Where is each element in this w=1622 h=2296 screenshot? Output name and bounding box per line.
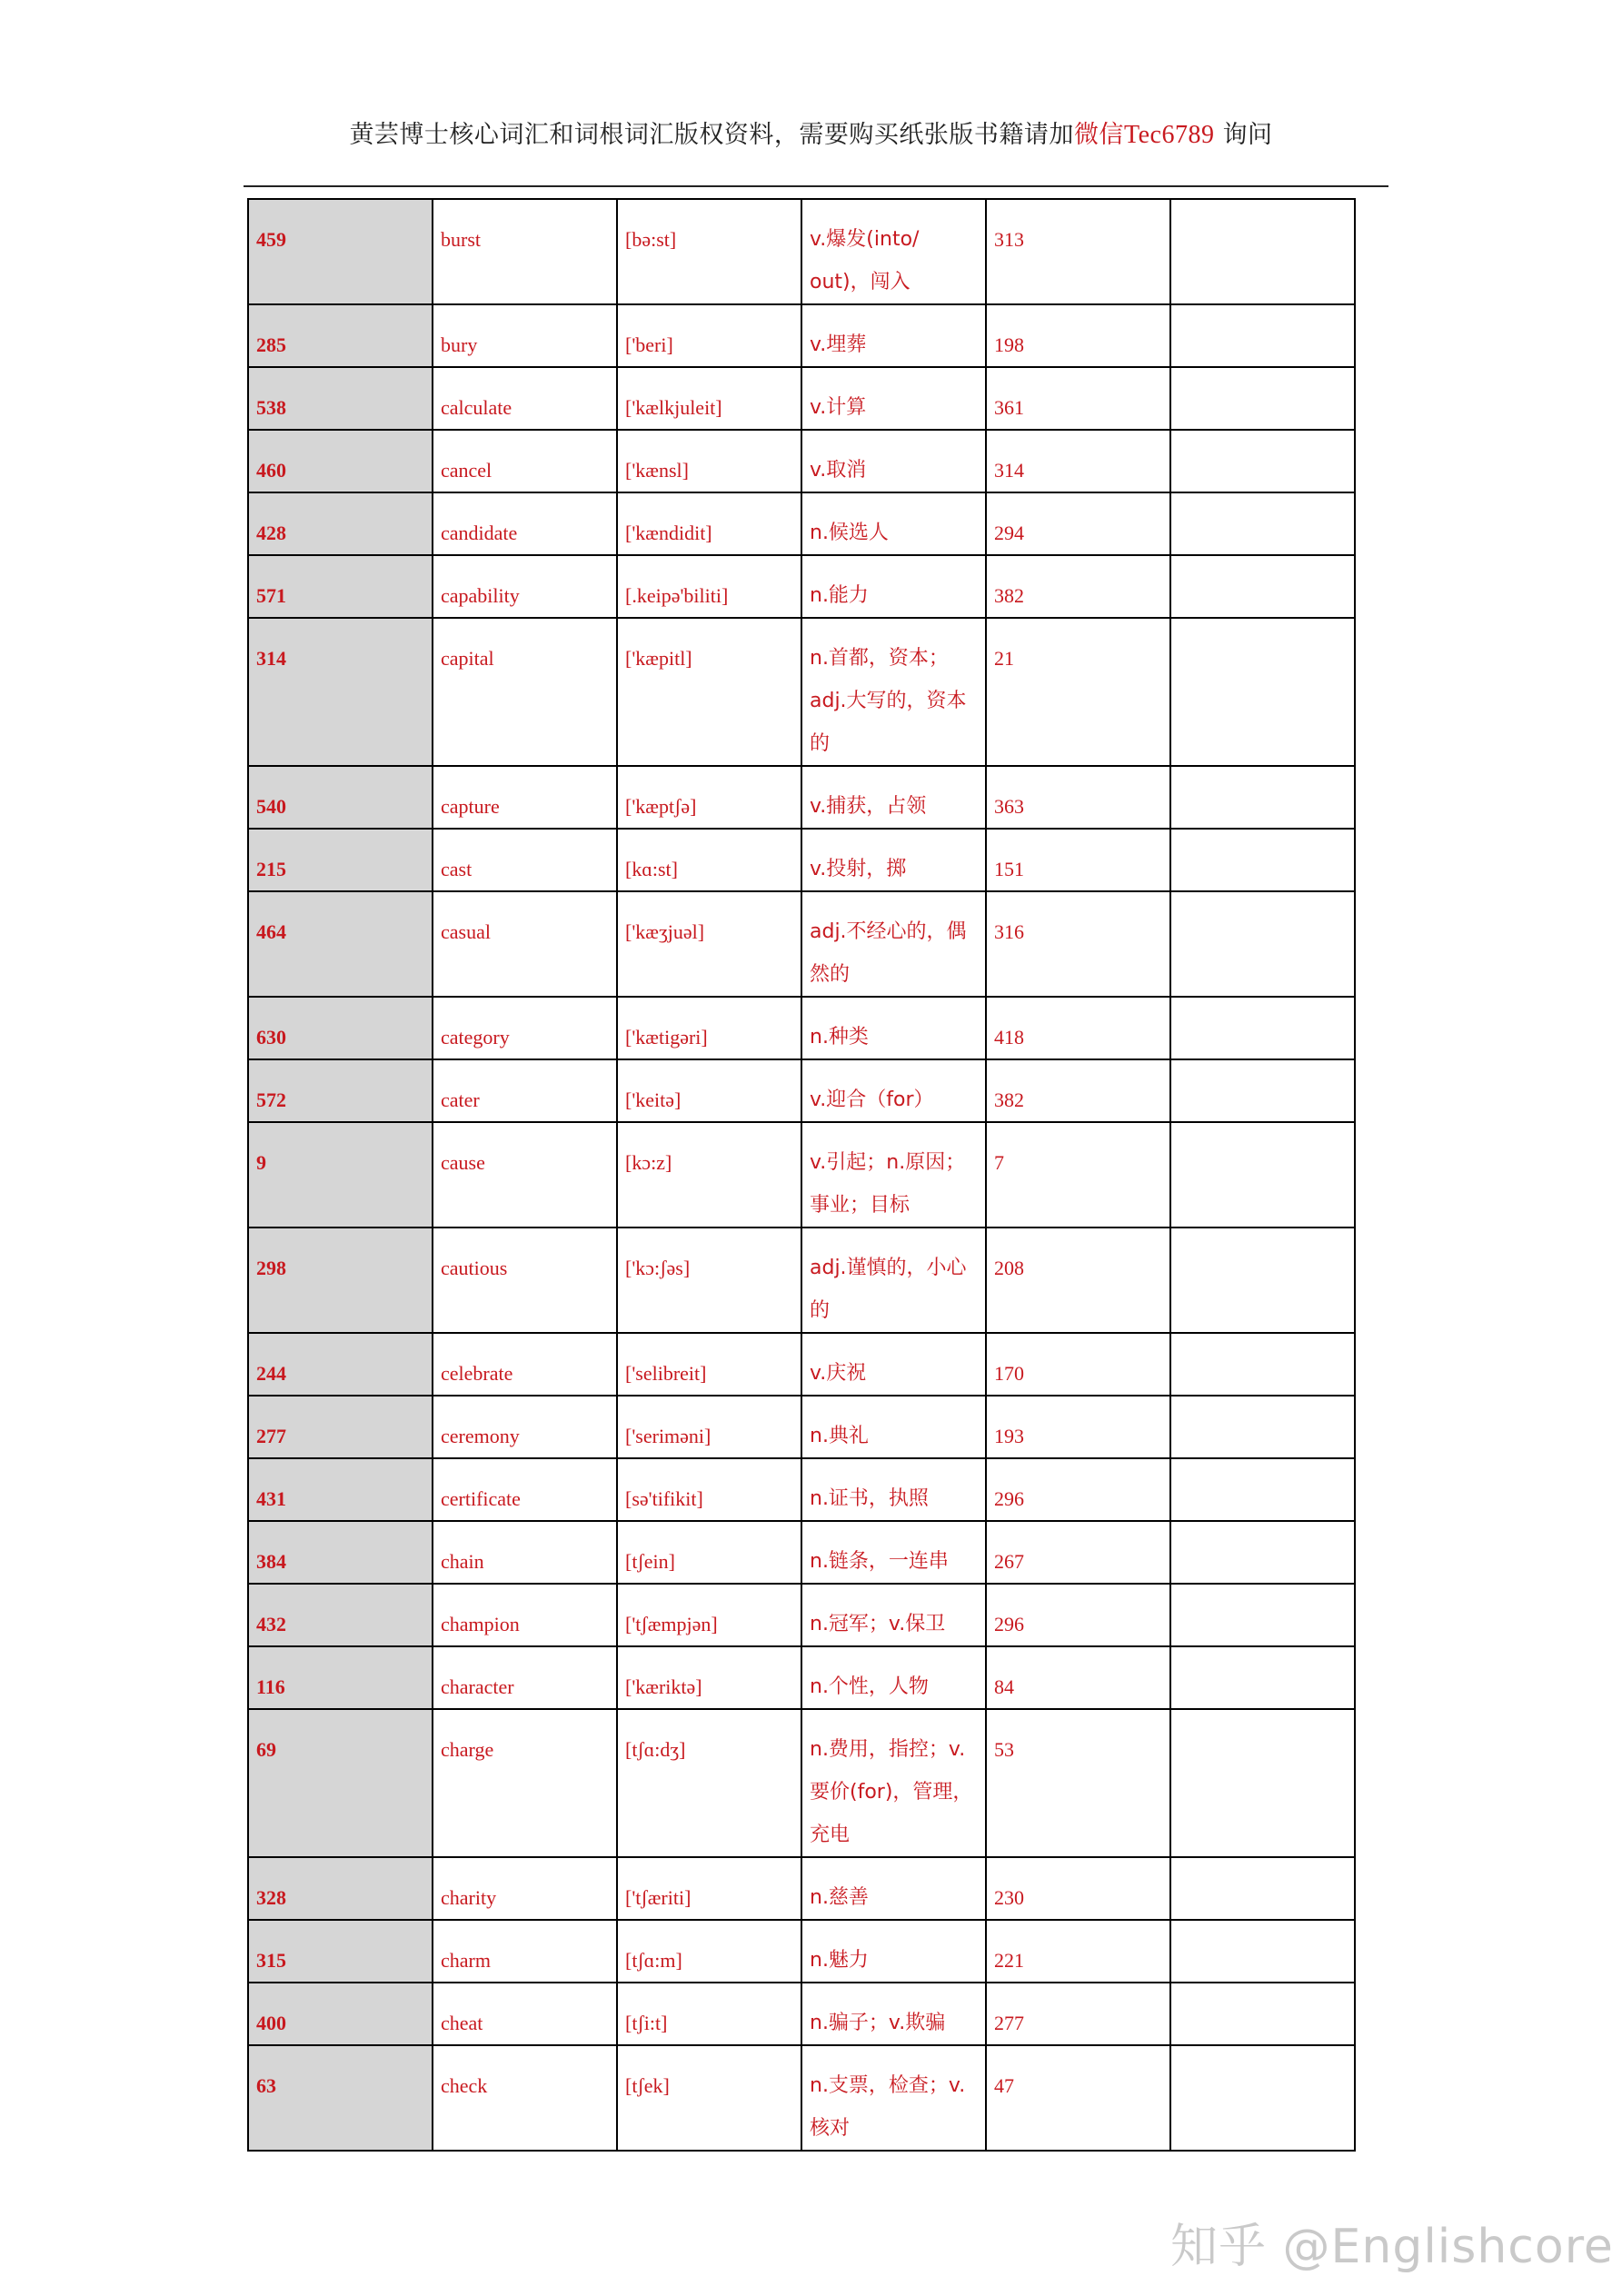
table-row	[248, 1983, 1355, 2045]
table-row	[248, 1920, 1355, 1983]
blank-cell	[1170, 1521, 1355, 1584]
word-id-cell: 328	[248, 1857, 433, 1920]
word-cell: ceremony	[433, 1396, 617, 1458]
word-id-cell: 314	[248, 618, 433, 766]
meaning-cell: v.爆发(into/ out)，闯入	[801, 199, 986, 304]
blank-cell	[1170, 1646, 1355, 1709]
meaning-cell: v.投射，掷	[801, 829, 986, 891]
page-cell: 84	[986, 1646, 1170, 1709]
word-cell: character	[433, 1646, 617, 1709]
table-row	[248, 1857, 1355, 1920]
blank-cell	[1170, 997, 1355, 1059]
table-row	[248, 766, 1355, 829]
page-cell: 294	[986, 492, 1170, 555]
table-row	[248, 1709, 1355, 1857]
table-row	[248, 997, 1355, 1059]
phonetic-cell: ['kændidit]	[617, 492, 801, 555]
table-row	[248, 1122, 1355, 1228]
meaning-cell: n.冠军；v.保卫	[801, 1584, 986, 1646]
vocabulary-table-body	[248, 199, 1355, 2151]
blank-cell	[1170, 2045, 1355, 2151]
blank-cell	[1170, 1920, 1355, 1983]
table-row	[248, 2045, 1355, 2151]
blank-cell	[1170, 829, 1355, 891]
phonetic-cell: ['seriməni]	[617, 1396, 801, 1458]
table-row	[248, 199, 1355, 304]
blank-cell	[1170, 1333, 1355, 1396]
blank-cell	[1170, 430, 1355, 492]
meaning-cell: adj.谨慎的，小心的	[801, 1228, 986, 1333]
blank-cell	[1170, 367, 1355, 430]
header-main-text: 黄芸博士核心词汇和词根词汇版权资料，需要购买纸张版书籍请加	[349, 121, 1074, 149]
word-id-cell: 315	[248, 1920, 433, 1983]
meaning-cell: v.庆祝	[801, 1333, 986, 1396]
phonetic-cell: [tʃek]	[617, 2045, 801, 2151]
blank-cell	[1170, 618, 1355, 766]
blank-cell	[1170, 492, 1355, 555]
page-cell: 314	[986, 430, 1170, 492]
word-id-cell: 428	[248, 492, 433, 555]
page-cell: 21	[986, 618, 1170, 766]
word-cell: charm	[433, 1920, 617, 1983]
word-cell: candidate	[433, 492, 617, 555]
header-wechat-text: 微信	[1073, 121, 1124, 149]
phonetic-cell: [kɑ:st]	[617, 829, 801, 891]
table-row	[248, 1396, 1355, 1458]
meaning-cell: v.迎合（for）	[801, 1059, 986, 1122]
page-cell: 316	[986, 891, 1170, 997]
word-id-cell: 432	[248, 1584, 433, 1646]
word-cell: cater	[433, 1059, 617, 1122]
meaning-cell: n.支票，检查；v.核对	[801, 2045, 986, 2151]
word-cell: charity	[433, 1857, 617, 1920]
table-row	[248, 430, 1355, 492]
page-cell: 296	[986, 1584, 1170, 1646]
blank-cell	[1170, 1122, 1355, 1228]
header-divider	[244, 185, 1388, 187]
blank-cell	[1170, 1584, 1355, 1646]
watermark: 知乎 @Englishcore	[1170, 2220, 1614, 2274]
word-cell: category	[433, 997, 617, 1059]
blank-cell	[1170, 199, 1355, 304]
word-id-cell: 384	[248, 1521, 433, 1584]
phonetic-cell: ['kɔ:ʃəs]	[617, 1228, 801, 1333]
phonetic-cell: [tʃein]	[617, 1521, 801, 1584]
word-id-cell: 298	[248, 1228, 433, 1333]
phonetic-cell: [bə:st]	[617, 199, 801, 304]
word-cell: cast	[433, 829, 617, 891]
word-id-cell: 277	[248, 1396, 433, 1458]
blank-cell	[1170, 1709, 1355, 1857]
phonetic-cell: ['kætigəri]	[617, 997, 801, 1059]
phonetic-cell: [tʃɑ:dʒ]	[617, 1709, 801, 1857]
meaning-cell: v.取消	[801, 430, 986, 492]
word-id-cell: 540	[248, 766, 433, 829]
word-cell: cancel	[433, 430, 617, 492]
blank-cell	[1170, 555, 1355, 618]
header-tail-text: 询问	[1222, 121, 1273, 149]
blank-cell	[1170, 766, 1355, 829]
phonetic-cell: [kɔ:z]	[617, 1122, 801, 1228]
table-row	[248, 555, 1355, 618]
phonetic-cell: ['kæʒjuəl]	[617, 891, 801, 997]
table-row	[248, 1059, 1355, 1122]
phonetic-cell: ['selibreit]	[617, 1333, 801, 1396]
meaning-cell: n.种类	[801, 997, 986, 1059]
phonetic-cell: ['tʃæriti]	[617, 1857, 801, 1920]
page-cell: 221	[986, 1920, 1170, 1983]
phonetic-cell: ['kæptʃə]	[617, 766, 801, 829]
table-row	[248, 1228, 1355, 1333]
blank-cell	[1170, 304, 1355, 367]
word-id-cell: 431	[248, 1458, 433, 1521]
word-id-cell: 9	[248, 1122, 433, 1228]
word-id-cell: 244	[248, 1333, 433, 1396]
blank-cell	[1170, 891, 1355, 997]
page-cell: 151	[986, 829, 1170, 891]
word-id-cell: 630	[248, 997, 433, 1059]
word-id-cell: 116	[248, 1646, 433, 1709]
meaning-cell: n.证书，执照	[801, 1458, 986, 1521]
meaning-cell: v.捕获，占领	[801, 766, 986, 829]
page-cell: 277	[986, 1983, 1170, 2045]
word-cell: bury	[433, 304, 617, 367]
word-id-cell: 460	[248, 430, 433, 492]
page-cell: 7	[986, 1122, 1170, 1228]
page-cell: 361	[986, 367, 1170, 430]
phonetic-cell: ['beri]	[617, 304, 801, 367]
word-cell: burst	[433, 199, 617, 304]
page-cell: 296	[986, 1458, 1170, 1521]
word-cell: champion	[433, 1584, 617, 1646]
blank-cell	[1170, 1059, 1355, 1122]
table-row	[248, 1646, 1355, 1709]
word-id-cell: 538	[248, 367, 433, 430]
blank-cell	[1170, 1396, 1355, 1458]
phonetic-cell: ['kæpitl]	[617, 618, 801, 766]
page-cell: 313	[986, 199, 1170, 304]
word-cell: capability	[433, 555, 617, 618]
word-id-cell: 285	[248, 304, 433, 367]
page-cell: 363	[986, 766, 1170, 829]
page-cell: 198	[986, 304, 1170, 367]
meaning-cell: n.典礼	[801, 1396, 986, 1458]
phonetic-cell: ['kænsl]	[617, 430, 801, 492]
word-cell: check	[433, 2045, 617, 2151]
meaning-cell: n.慈善	[801, 1857, 986, 1920]
word-cell: cautious	[433, 1228, 617, 1333]
meaning-cell: n.魅力	[801, 1920, 986, 1983]
table-row	[248, 304, 1355, 367]
table-row	[248, 492, 1355, 555]
meaning-cell: n.个性，人物	[801, 1646, 986, 1709]
table-row	[248, 367, 1355, 430]
phonetic-cell: ['kælkjuleit]	[617, 367, 801, 430]
blank-cell	[1170, 1983, 1355, 2045]
word-cell: capital	[433, 618, 617, 766]
word-id-cell: 215	[248, 829, 433, 891]
word-cell: casual	[433, 891, 617, 997]
blank-cell	[1170, 1857, 1355, 1920]
meaning-cell: n.能力	[801, 555, 986, 618]
header-wechat-id: Tec6789	[1123, 121, 1215, 149]
word-cell: charge	[433, 1709, 617, 1857]
page-cell: 193	[986, 1396, 1170, 1458]
meaning-cell: n.首都，资本；adj.大写的，资本的	[801, 618, 986, 766]
meaning-cell: n.链条，一连串	[801, 1521, 986, 1584]
phonetic-cell: [tʃi:t]	[617, 1983, 801, 2045]
table-row	[248, 1584, 1355, 1646]
table-row	[248, 1333, 1355, 1396]
word-cell: capture	[433, 766, 617, 829]
page-cell: 382	[986, 555, 1170, 618]
page-cell: 418	[986, 997, 1170, 1059]
blank-cell	[1170, 1228, 1355, 1333]
word-id-cell: 464	[248, 891, 433, 997]
page-cell: 382	[986, 1059, 1170, 1122]
word-cell: calculate	[433, 367, 617, 430]
word-id-cell: 63	[248, 2045, 433, 2151]
word-id-cell: 571	[248, 555, 433, 618]
phonetic-cell: ['tʃæmpjən]	[617, 1584, 801, 1646]
phonetic-cell: [tʃɑ:m]	[617, 1920, 801, 1983]
meaning-cell: n.候选人	[801, 492, 986, 555]
word-cell: certificate	[433, 1458, 617, 1521]
page-header	[0, 114, 1622, 150]
meaning-cell: n.骗子；v.欺骗	[801, 1983, 986, 2045]
page-cell: 230	[986, 1857, 1170, 1920]
word-id-cell: 459	[248, 199, 433, 304]
blank-cell	[1170, 1458, 1355, 1521]
meaning-cell: v.计算	[801, 367, 986, 430]
word-cell: cause	[433, 1122, 617, 1228]
page-cell: 53	[986, 1709, 1170, 1857]
table-row	[248, 1521, 1355, 1584]
word-id-cell: 400	[248, 1983, 433, 2045]
word-id-cell: 572	[248, 1059, 433, 1122]
phonetic-cell: ['kæriktə]	[617, 1646, 801, 1709]
word-cell: chain	[433, 1521, 617, 1584]
meaning-cell: v.埋葬	[801, 304, 986, 367]
meaning-cell: n.费用，指控；v.要价(for)，管理，充电	[801, 1709, 986, 1857]
phonetic-cell: [sə'tifikit]	[617, 1458, 801, 1521]
table-row	[248, 829, 1355, 891]
table-row	[248, 891, 1355, 997]
word-cell: cheat	[433, 1983, 617, 2045]
vocabulary-table	[247, 198, 1356, 2152]
table-row	[248, 618, 1355, 766]
word-cell: celebrate	[433, 1333, 617, 1396]
table-row	[248, 1458, 1355, 1521]
page-cell: 267	[986, 1521, 1170, 1584]
page-cell: 208	[986, 1228, 1170, 1333]
meaning-cell: v.引起；n.原因；事业；目标	[801, 1122, 986, 1228]
word-id-cell: 69	[248, 1709, 433, 1857]
meaning-cell: adj.不经心的，偶然的	[801, 891, 986, 997]
phonetic-cell: ['keitə]	[617, 1059, 801, 1122]
page-cell: 47	[986, 2045, 1170, 2151]
page-cell: 170	[986, 1333, 1170, 1396]
phonetic-cell: [.keipə'biliti]	[617, 555, 801, 618]
